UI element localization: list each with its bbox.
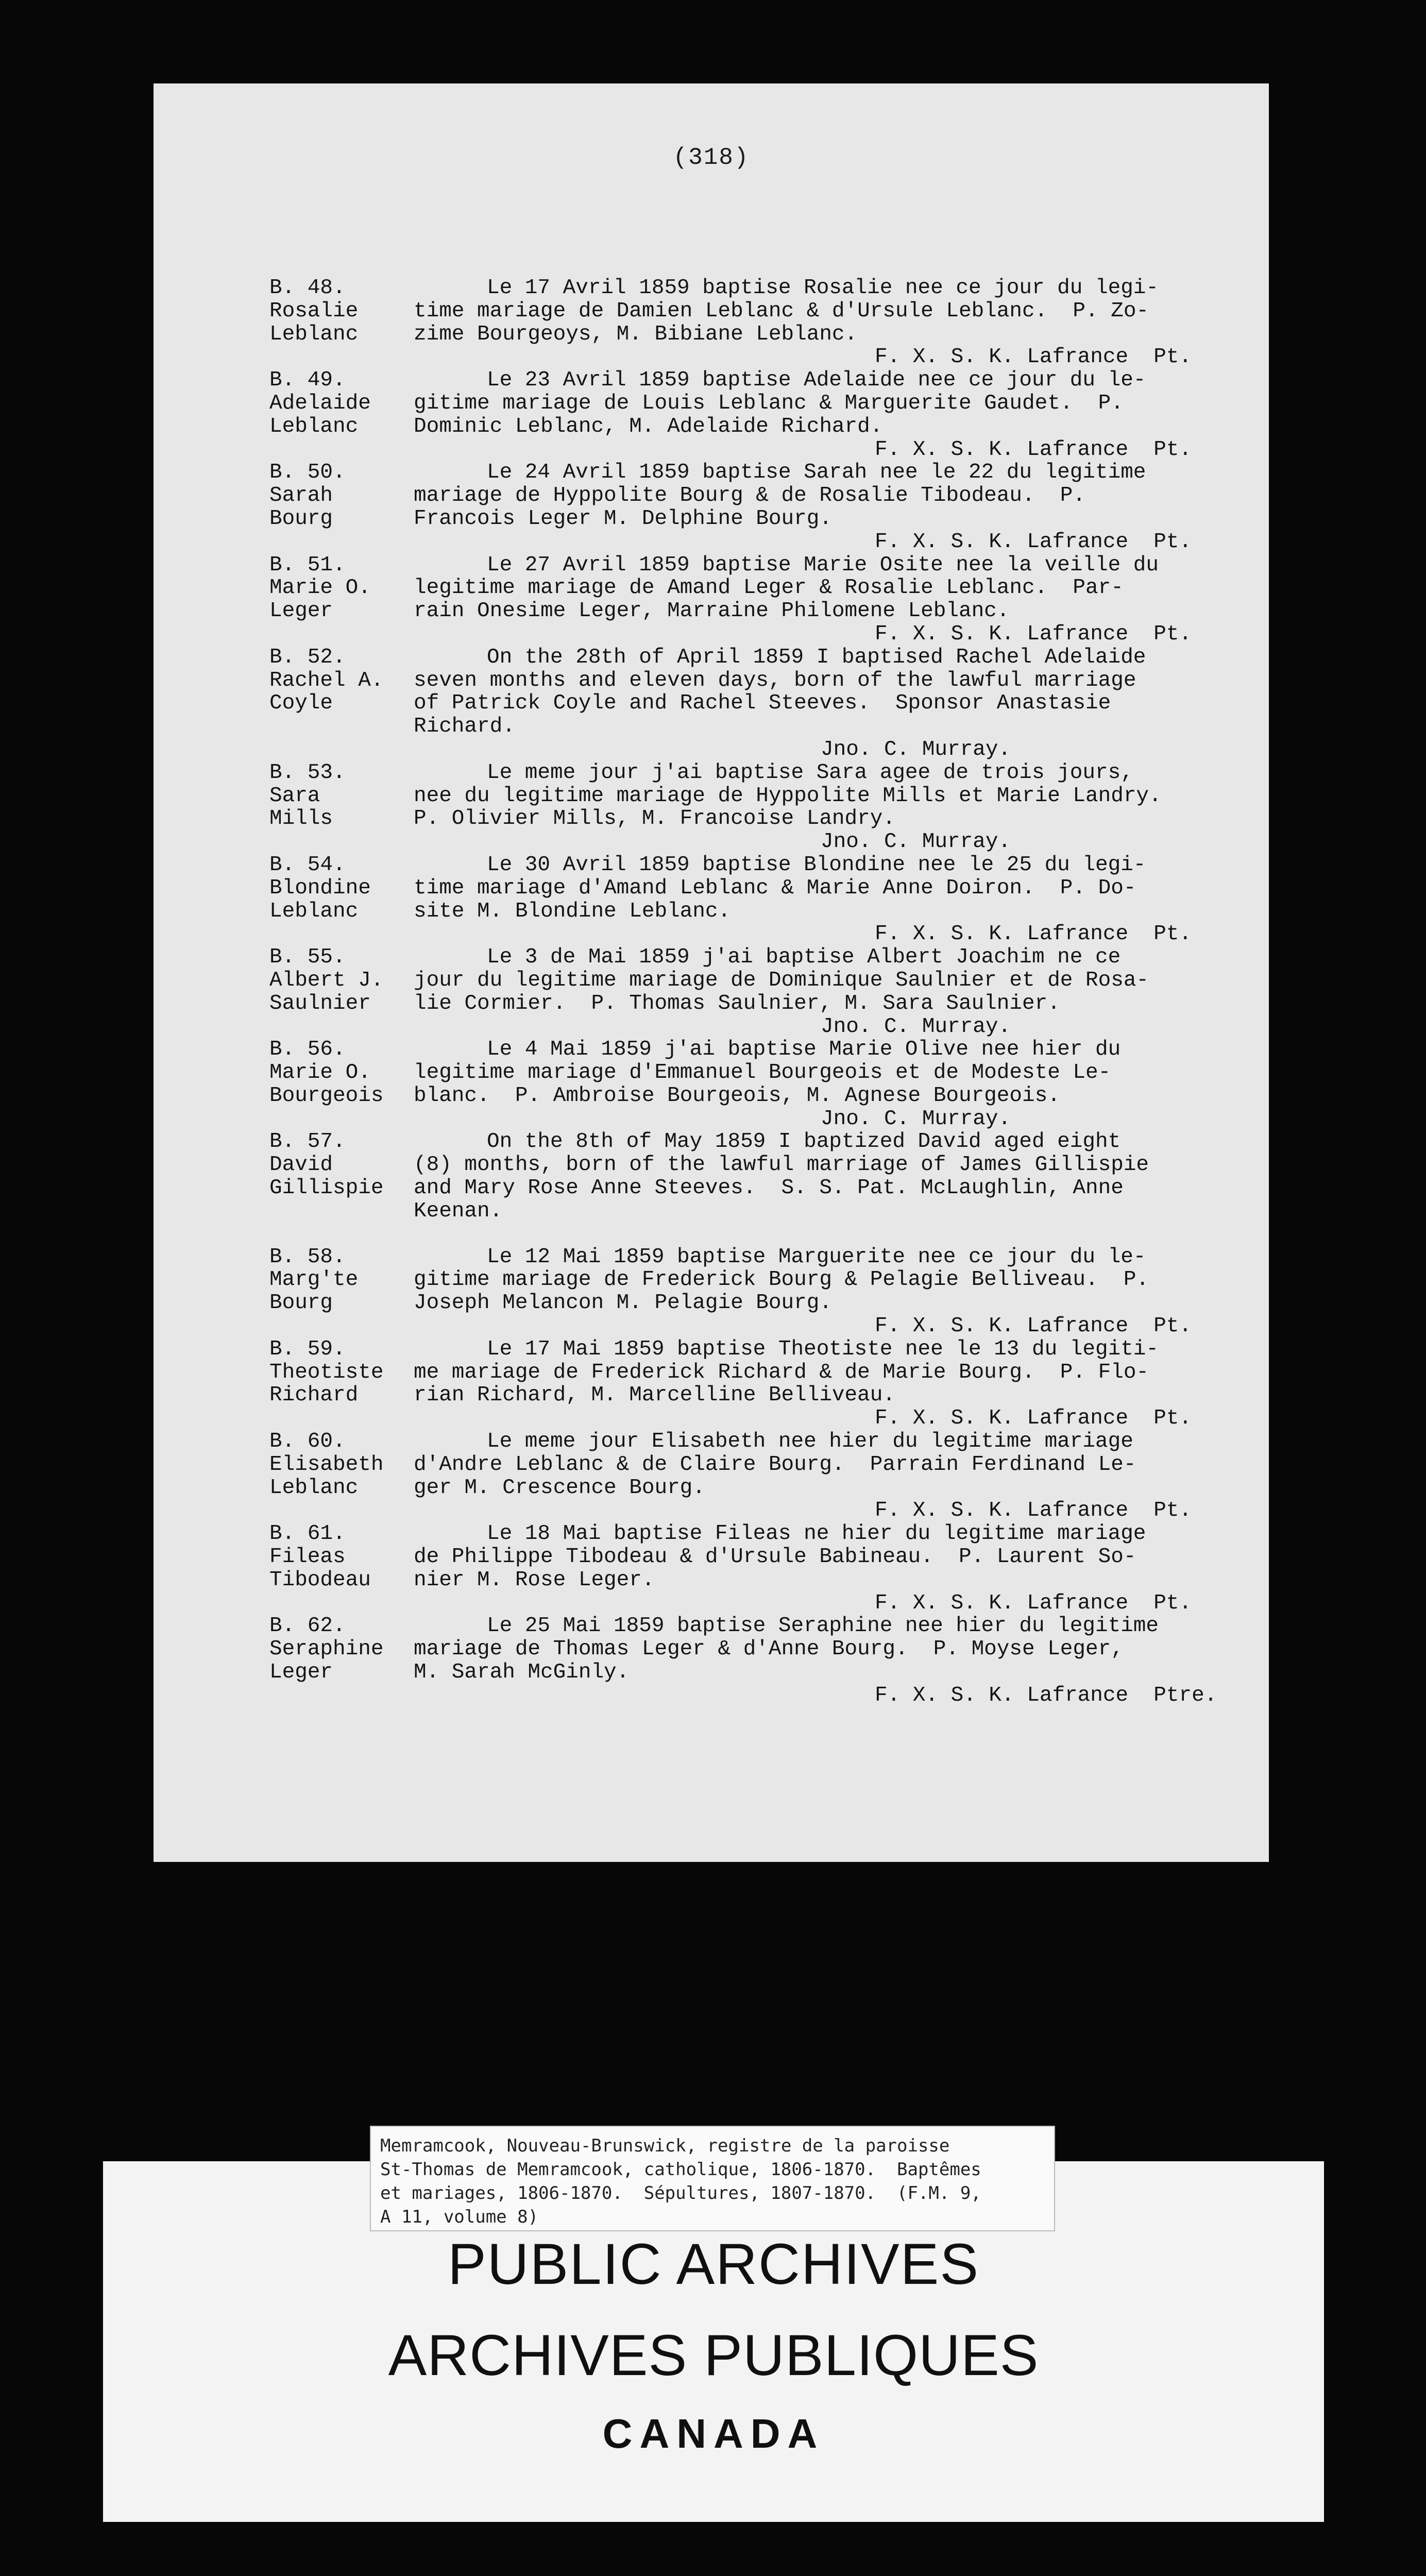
entry-text xyxy=(414,1338,1248,1430)
entry-name: Blondine xyxy=(269,876,371,900)
baptism-entry xyxy=(269,946,1248,1038)
entry-text xyxy=(414,554,1248,646)
baptism-entries xyxy=(269,277,1248,1707)
baptism-entry xyxy=(269,369,1248,461)
entry-number: B. 60. xyxy=(269,1430,346,1454)
entry-line: Le 27 Avril 1859 baptise Marie Osite nee la veille du xyxy=(487,553,1159,577)
entry-line: of Patrick Coyle and Rachel Steeves. Sponsor Anastasie xyxy=(414,691,1111,716)
entry-line: On the 8th of May 1859 I baptized David aged eight xyxy=(487,1130,1121,1154)
entry-signature: F. X. S. K. Lafrance Pt. xyxy=(875,1499,1192,1523)
entry-name: Leblanc xyxy=(269,322,359,346)
baptism-entry xyxy=(269,761,1248,854)
entry-text xyxy=(414,1430,1248,1522)
entry-number: B. 55. xyxy=(269,945,346,970)
baptism-entry xyxy=(269,1130,1248,1223)
entry-name: Leblanc xyxy=(269,1476,359,1500)
entry-line: d'Andre Leblanc & de Claire Bourg. Parrain Ferdinand Le- xyxy=(414,1452,1136,1477)
entry-line: me mariage de Frederick Richard & de Marie Bourg. P. Flo- xyxy=(414,1360,1149,1384)
entry-signature: F. X. S. K. Lafrance Pt. xyxy=(875,922,1192,946)
entry-line: On the 28th of April 1859 I baptised Rachel Adelaide xyxy=(487,645,1146,669)
entry-line: seven months and eleven days, born of the lawful marriage xyxy=(414,668,1136,692)
entry-name: Mills xyxy=(269,807,333,831)
entry-line: and Mary Rose Anne Steeves. S. S. Pat. McLaughlin, Anne xyxy=(414,1176,1124,1200)
entry-name: Rosalie xyxy=(269,299,359,323)
entry-name: Sarah xyxy=(269,484,333,508)
entry-margin-note xyxy=(269,946,414,1038)
archive-note-line: A 11, volume 8) xyxy=(380,2207,539,2227)
entry-line: Le 4 Mai 1859 j'ai baptise Marie Olive nee hier du xyxy=(487,1038,1121,1062)
entry-margin-note xyxy=(269,461,414,553)
entry-text xyxy=(414,946,1248,1038)
entry-text xyxy=(414,369,1248,461)
entry-text xyxy=(414,854,1248,946)
entry-line: P. Olivier Mills, M. Francoise Landry. xyxy=(414,807,895,831)
entry-signature: F. X. S. K. Lafrance Pt. xyxy=(875,530,1192,554)
entry-number: B. 53. xyxy=(269,760,346,785)
entry-margin-note xyxy=(269,1338,414,1430)
entry-signature: F. X. S. K. Lafrance Pt. xyxy=(875,1314,1192,1338)
archives-publiques-title: ARCHIVES PUBLIQUES xyxy=(388,2323,1039,2387)
entry-name: Elisabeth xyxy=(269,1452,384,1477)
entry-number: B. 54. xyxy=(269,853,346,877)
baptism-entry xyxy=(269,1038,1248,1130)
baptism-entry xyxy=(269,1246,1248,1338)
entry-line: Le meme jour Elisabeth nee hier du legitime mariage xyxy=(487,1430,1133,1454)
entry-name: Tibodeau xyxy=(269,1568,371,1592)
entry-number: B. 48. xyxy=(269,276,346,300)
entry-name: David xyxy=(269,1153,333,1177)
entry-number: B. 59. xyxy=(269,1337,346,1361)
entry-margin-note xyxy=(269,1522,414,1615)
entry-margin-note xyxy=(269,369,414,461)
entry-margin-note xyxy=(269,1038,414,1130)
entry-line: M. Sarah McGinly. xyxy=(414,1660,630,1685)
entry-signature: Jno. C. Murray. xyxy=(821,1014,1011,1039)
entry-margin-note xyxy=(269,1430,414,1522)
entry-line: jour du legitime mariage de Dominique Saulnier et de Rosa- xyxy=(414,968,1149,992)
entry-line: rain Onesime Leger, Marraine Philomene Leblanc. xyxy=(414,599,1010,623)
baptism-entry xyxy=(269,1338,1248,1430)
entry-line: Francois Leger M. Delphine Bourg. xyxy=(414,506,832,531)
entry-signature: F. X. S. K. Lafrance Ptre. xyxy=(875,1683,1217,1707)
entry-name: Albert J. xyxy=(269,968,384,992)
entry-line: legitime mariage de Amand Leger & Rosalie Leblanc. Par- xyxy=(414,576,1124,600)
entry-signature: Jno. C. Murray. xyxy=(821,1107,1011,1131)
entry-line: Richard. xyxy=(414,715,515,739)
entry-line: Le 17 Mai 1859 baptise Theotiste nee le 13 du legiti- xyxy=(487,1337,1159,1361)
entry-name: Leger xyxy=(269,1660,333,1685)
entry-text xyxy=(414,761,1248,854)
entry-line: time mariage d'Amand Leblanc & Marie Anne Doiron. P. Do- xyxy=(414,876,1136,900)
entry-line: rian Richard, M. Marcelline Belliveau. xyxy=(414,1383,895,1408)
archive-note-line: Memramcook, Nouveau-Brunswick, registre de la paroisse xyxy=(380,2136,950,2156)
entry-line: mariage de Hyppolite Bourg & de Rosalie Tibodeau. P. xyxy=(414,484,1086,508)
entry-name: Marg'te xyxy=(269,1268,359,1292)
entry-margin-note xyxy=(269,1130,414,1223)
entry-line: zime Bourgeoys, M. Bibiane Leblanc. xyxy=(414,322,858,346)
page-number: (318) xyxy=(673,144,750,171)
entry-line: (8) months, born of the lawful marriage of James Gillispie xyxy=(414,1153,1149,1177)
entry-name: Leger xyxy=(269,599,333,623)
entry-text xyxy=(414,1038,1248,1130)
entry-number: B. 52. xyxy=(269,645,346,669)
entry-line: Le 30 Avril 1859 baptise Blondine nee le 25 du legi- xyxy=(487,853,1146,877)
entry-text xyxy=(414,461,1248,553)
entry-text xyxy=(414,277,1248,369)
entry-name: Sara xyxy=(269,784,320,808)
entry-line: mariage de Thomas Leger & d'Anne Bourg. P. Moyse Leger, xyxy=(414,1637,1124,1662)
entry-name: Seraphine xyxy=(269,1637,384,1662)
entry-text xyxy=(414,1522,1248,1615)
entry-name: Bourgeois xyxy=(269,1083,384,1108)
entry-margin-note xyxy=(269,1615,414,1707)
entry-number: B. 50. xyxy=(269,461,346,485)
entry-signature: Jno. C. Murray. xyxy=(821,737,1011,761)
entry-line: Le 3 de Mai 1859 j'ai baptise Albert Joachim ne ce xyxy=(487,945,1121,970)
entry-number: B. 57. xyxy=(269,1130,346,1154)
entry-text xyxy=(414,1130,1248,1223)
baptism-entry xyxy=(269,1430,1248,1522)
entry-line: site M. Blondine Leblanc. xyxy=(414,899,731,923)
archive-note-line: St-Thomas de Memramcook, catholique, 1806-1870. Baptêmes xyxy=(380,2159,981,2180)
entry-name: Marie O. xyxy=(269,576,371,600)
entry-signature: F. X. S. K. Lafrance Pt. xyxy=(875,437,1192,462)
entry-signature: F. X. S. K. Lafrance Pt. xyxy=(875,1591,1192,1615)
entry-signature: F. X. S. K. Lafrance Pt. xyxy=(875,345,1192,369)
entry-name: Leblanc xyxy=(269,899,359,923)
entry-line: nier M. Rose Leger. xyxy=(414,1568,655,1592)
entry-line: Le 23 Avril 1859 baptise Adelaide nee ce jour du le- xyxy=(487,368,1146,393)
entry-line: Le 25 Mai 1859 baptise Seraphine nee hier du legitime xyxy=(487,1614,1159,1638)
entry-text xyxy=(414,646,1248,761)
entry-number: B. 56. xyxy=(269,1038,346,1062)
entry-text xyxy=(414,1615,1248,1707)
entry-line: blanc. P. Ambroise Bourgeois, M. Agnese Bourgeois. xyxy=(414,1083,1060,1108)
baptism-entry xyxy=(269,554,1248,646)
baptism-entry xyxy=(269,646,1248,761)
entry-name: Bourg xyxy=(269,506,333,531)
entry-text xyxy=(414,1246,1248,1338)
entry-margin-note xyxy=(269,761,414,854)
public-archives-title: PUBLIC ARCHIVES xyxy=(447,2232,980,2296)
entry-signature: F. X. S. K. Lafrance Pt. xyxy=(875,622,1192,646)
entry-name: Rachel A. xyxy=(269,668,384,692)
entry-signature: F. X. S. K. Lafrance Pt. xyxy=(875,1406,1192,1431)
entry-line: Le meme jour j'ai baptise Sara agee de trois jours, xyxy=(487,760,1133,785)
entry-number: B. 51. xyxy=(269,553,346,577)
entry-line: Le 24 Avril 1859 baptise Sarah nee le 22 du legitime xyxy=(487,461,1146,485)
entry-line: Joseph Melancon M. Pelagie Bourg. xyxy=(414,1291,832,1315)
archive-note-line: et mariages, 1806-1870. Sépultures, 1807-1870. (F.M. 9, xyxy=(380,2183,981,2204)
entry-name: Leblanc xyxy=(269,414,359,438)
entry-line: de Philippe Tibodeau & d'Ursule Babineau. P. Laurent So- xyxy=(414,1545,1136,1569)
entry-name: Adelaide xyxy=(269,391,371,415)
entry-line: Le 18 Mai baptise Fileas ne hier du legitime mariage xyxy=(487,1522,1146,1546)
entry-margin-note xyxy=(269,1246,414,1338)
entry-margin-note xyxy=(269,646,414,761)
entry-number: B. 61. xyxy=(269,1522,346,1546)
canada-title: CANADA xyxy=(602,2411,825,2456)
entry-line: Dominic Leblanc, M. Adelaide Richard. xyxy=(414,414,883,438)
register-page xyxy=(154,83,1269,1862)
entry-line: time mariage de Damien Leblanc & d'Ursule Leblanc. P. Zo- xyxy=(414,299,1149,323)
entry-line: lie Cormier. P. Thomas Saulnier, M. Sara Saulnier. xyxy=(414,991,1060,1015)
entry-line: gitime mariage de Louis Leblanc & Marguerite Gaudet. P. xyxy=(414,391,1124,415)
entry-name: Saulnier xyxy=(269,991,371,1015)
entry-name: Marie O. xyxy=(269,1061,371,1085)
entry-signature: Jno. C. Murray. xyxy=(821,830,1011,854)
entry-name: Bourg xyxy=(269,1291,333,1315)
entry-line: ger M. Crescence Bourg. xyxy=(414,1476,705,1500)
entry-number: B. 49. xyxy=(269,368,346,393)
entry-number: B. 62. xyxy=(269,1614,346,1638)
entry-line: Keenan. xyxy=(414,1199,503,1223)
entry-line: Le 17 Avril 1859 baptise Rosalie nee ce jour du legi- xyxy=(487,276,1159,300)
baptism-entry xyxy=(269,461,1248,553)
entry-number: B. 58. xyxy=(269,1245,346,1269)
entry-line: Le 12 Mai 1859 baptise Marguerite nee ce jour du le- xyxy=(487,1245,1146,1269)
baptism-entry xyxy=(269,277,1248,369)
entry-name: Richard xyxy=(269,1383,359,1408)
entry-line: gitime mariage de Frederick Bourg & Pelagie Belliveau. P. xyxy=(414,1268,1149,1292)
entry-margin-note xyxy=(269,554,414,646)
baptism-entry xyxy=(269,854,1248,946)
entry-margin-note xyxy=(269,277,414,369)
entry-name: Theotiste xyxy=(269,1360,384,1384)
entry-margin-note xyxy=(269,854,414,946)
baptism-entry xyxy=(269,1615,1248,1707)
entry-line: legitime mariage d'Emmanuel Bourgeois et de Modeste Le- xyxy=(414,1061,1111,1085)
entry-name: Coyle xyxy=(269,691,333,716)
baptism-entry xyxy=(269,1522,1248,1615)
entry-name: Fileas xyxy=(269,1545,346,1569)
entry-line: nee du legitime mariage de Hyppolite Mills et Marie Landry. xyxy=(414,784,1162,808)
archive-label-note xyxy=(370,2126,1055,2231)
entry-name: Gillispie xyxy=(269,1176,384,1200)
